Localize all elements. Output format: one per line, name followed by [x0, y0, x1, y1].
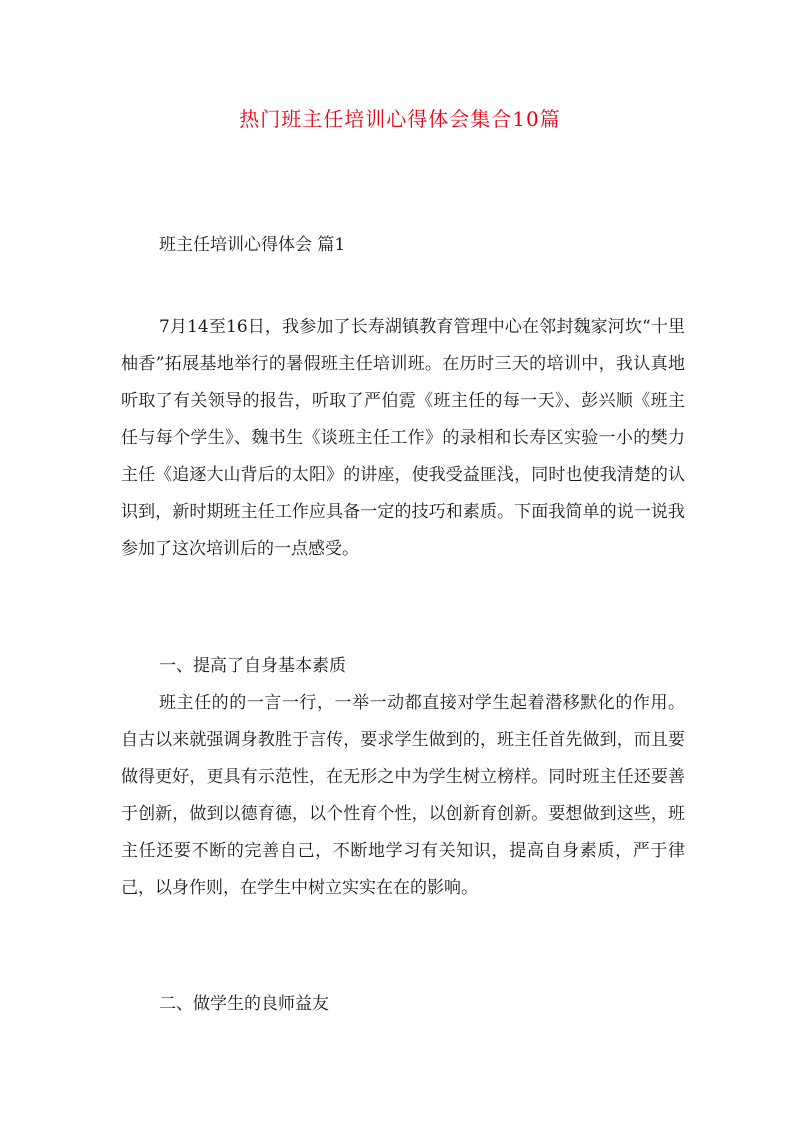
subheading-1: 一、提高了自身基本素质 — [159, 656, 346, 676]
section-heading: 班主任培训心得体会 篇1 — [159, 235, 346, 255]
subheading-block-2 — [121, 986, 685, 1023]
body-block-2 — [121, 685, 685, 907]
subheading-block-1 — [121, 648, 685, 685]
subheading-2: 二、做学生的良师益友 — [159, 994, 329, 1014]
document-title: 热门班主任培训心得体会集合10篇 — [239, 107, 561, 131]
body-block-1 — [121, 309, 685, 568]
paragraph-intro: 7月14至16日，我参加了长寿湖镇教育管理中心在邻封魏家河坎“十里柚香”拓展基地举行的暑假班主任培训班。在历时三天的培训中，我认真地听取了有关领导的报告，听取了严伯霓《班主任的每一天》、彭兴顺《班主任与每个学生》、魏书生《谈班主任工作》的录相和长寿区实验一小的樊力主任《追逐大山背后的太阳》的讲座，使我受益匪浅，同时也使我清楚的认识到，新时期班主任工作应具备一定的技巧和素质。下面我简单的说一说我参加了这次培训后的一点感受。 — [121, 317, 685, 559]
paragraph-qualities: 班主任的的一言一行，一举一动都直接对学生起着潜移默化的作用。自古以来就强调身教胜于言传，要求学生做到的，班主任首先做到，而且要做得更好，更具有示范性，在无形之中为学生树立榜样。同时班主任还要善于创新，做到以德育德，以个性育个性，以创新育创新。要想做到这些，班主任还要不断的完善自己，不断地学习有关知识，提高自身素质，严于律己，以身作则，在学生中树立实实在在的影响。 — [121, 693, 685, 898]
